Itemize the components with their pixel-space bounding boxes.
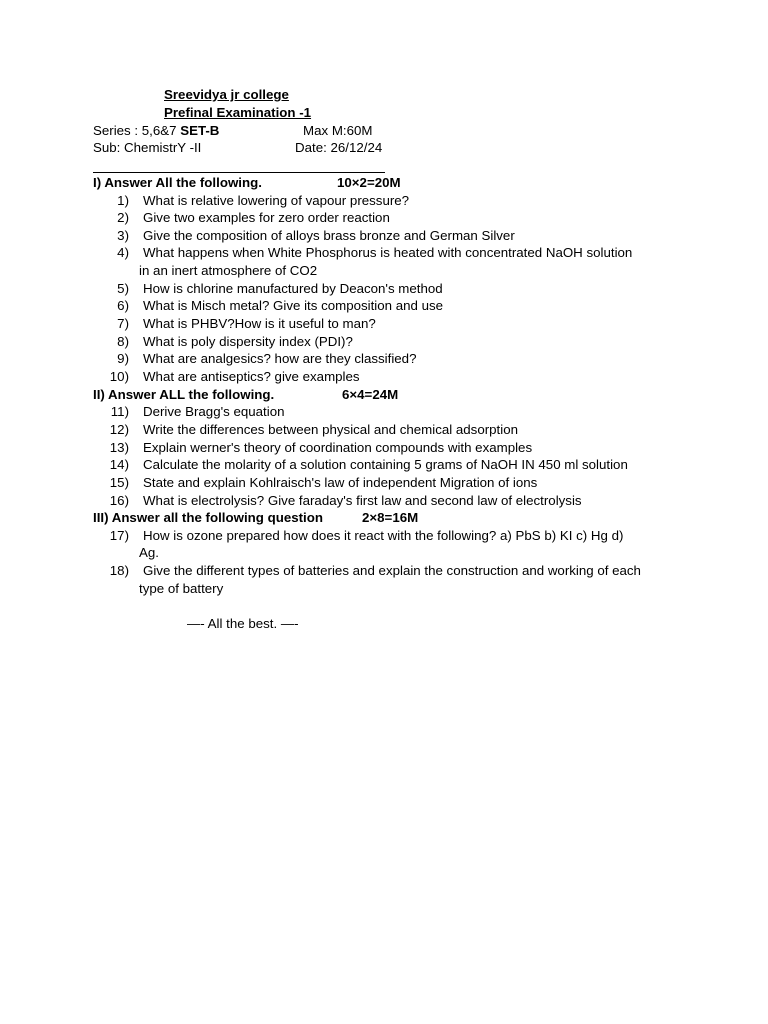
question-text: What are analgesics? how are they classified?	[143, 351, 417, 366]
question-text: State and explain Kohlraisch's law of independent Migration of ions	[143, 475, 538, 490]
question-number: 15)	[109, 475, 129, 490]
question-text: What is Misch metal? Give its composition and use	[143, 298, 444, 313]
question-number: 18)	[109, 563, 129, 578]
question-text-continued: in an inert atmosphere of CO2	[139, 263, 318, 278]
question-text: What is electrolysis? Give faraday's first law and second law of electrolysis	[143, 493, 582, 508]
question-text: What are antiseptics? give examples	[143, 369, 360, 384]
question-number: 11)	[110, 404, 129, 419]
question-number: 17)	[109, 528, 129, 543]
header-divider	[93, 172, 385, 173]
section-1-title: I) Answer All the following.	[93, 175, 262, 190]
question-text: Explain werner's theory of coordination compounds with examples	[143, 440, 533, 455]
section-1-marks: 10×2=20M	[337, 175, 401, 190]
subject: Sub: ChemistrY -II	[93, 140, 202, 155]
question-number: 2)	[117, 210, 129, 225]
question-number: 4)	[117, 245, 129, 260]
section-3-marks: 2×8=16M	[362, 510, 419, 525]
question-number: 7)	[117, 316, 129, 331]
question-number: 8)	[117, 334, 129, 349]
section-2-title: II) Answer ALL the following.	[93, 387, 275, 402]
question-text: Give the composition of alloys brass bronze and German Silver	[143, 228, 515, 243]
question-number: 6)	[117, 298, 129, 313]
question-text: Give two examples for zero order reaction	[143, 210, 390, 225]
question-text: Write the differences between physical and chemical adsorption	[143, 422, 518, 437]
question-number: 13)	[109, 440, 129, 455]
question-text: What is relative lowering of vapour pressure?	[143, 193, 410, 208]
section-3-title: III) Answer all the following question	[93, 510, 323, 525]
question-number: 12)	[109, 422, 129, 437]
series-line	[93, 122, 219, 140]
question-text: Derive Bragg's equation	[143, 404, 285, 419]
question-text: What happens when White Phosphorus is heated with concentrated NaOH solution	[143, 245, 633, 260]
question-text-continued: Ag.	[139, 545, 159, 560]
series-label: Series : 5,6&7	[93, 123, 181, 138]
exam-title: Prefinal Examination -1	[164, 105, 312, 120]
question-text: Give the different types of batteries and explain the construction and working of each	[143, 563, 641, 578]
college-name: Sreevidya jr college	[164, 87, 289, 102]
question-text: What is poly dispersity index (PDI)?	[143, 334, 353, 349]
question-text: Calculate the molarity of a solution containing 5 grams of NaOH IN 450 ml solution	[143, 457, 628, 472]
question-text: How is ozone prepared how does it react with the following? a) PbS b) KI c) Hg d)	[143, 528, 624, 543]
closing-note: —- All the best. —-	[187, 616, 299, 631]
question-number: 1)	[117, 193, 129, 208]
section-2-marks: 6×4=24M	[342, 387, 399, 402]
question-text: How is chlorine manufactured by Deacon's method	[143, 281, 443, 296]
question-text: What is PHBV?How is it useful to man?	[143, 316, 376, 331]
exam-date: Date: 26/12/24	[295, 140, 383, 155]
question-number: 10)	[109, 369, 129, 384]
question-number: 9)	[117, 351, 129, 366]
max-marks: Max M:60M	[303, 123, 373, 138]
question-text-continued: type of battery	[139, 581, 224, 596]
question-number: 14)	[109, 457, 129, 472]
set-label: SET-B	[180, 123, 220, 138]
question-number: 5)	[117, 281, 129, 296]
question-number: 3)	[117, 228, 129, 243]
question-number: 16)	[109, 493, 129, 508]
